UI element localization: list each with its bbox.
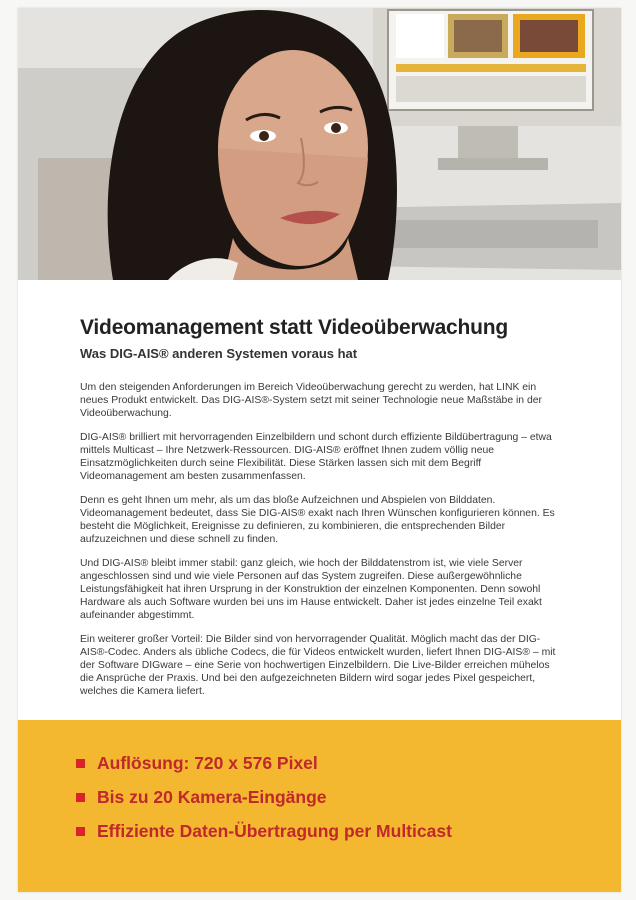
- paragraph-stability: Und DIG-AIS® bleibt immer stabil: ganz gleich, wie hoch der Bilddatenstrom ist, wie viele Server angeschlossen sind und wie viele Personen auf das System zugreifen. Diese außergewöhnliche Leistungsfähigkeit hat ihren Ursprung in der Konstruktion der einzelnen Komponenten. Denn sowohl Hardware als auch Software wurden bei uns im Hause entwickelt. Daher ist jedes einzelne Teil exakt aufeinander abgestimmt.: [80, 558, 542, 621]
- woman-at-computer-illustration: [18, 8, 621, 280]
- paragraph-videomanagement: Denn es geht Ihnen um mehr, als um das bloße Aufzeichnen und Abspielen von Bilddaten. Videomanagement bedeutet, dass Sie DIG-AIS® exakt nach Ihren Wünschen konfigurieren können. Es besteht die Möglichkeit, Ereignisse zu definieren, zu kombinieren, die entsprechenden Bilder aufzuzeichnen und diese schnell zu finden.: [80, 495, 555, 545]
- feature-camera-inputs: Bis zu 20 Kamera-Eingänge: [97, 786, 327, 807]
- feature-item: [76, 780, 452, 814]
- page-subtitle: Was DIG-AIS® anderen Systemen voraus hat: [80, 346, 358, 361]
- paragraph-quality: Ein weiterer großer Vorteil: Die Bilder sind von hervorragender Qualität. Möglich macht das der DIG-AIS®-Codec. Anders als übliche Codecs, die für Videos entwickelt wurden, liefert Ihnen DIG-AIS® – mit der Software DIGware – eine Serie von hochwertigen Einzelbildern. Die Live-Bilder erreichen mühelos die Ansprüche der Praxis. Und bei den aufgezeichneten Bildern wird sogar jedes Pixel gespeichert, welches die Kamera liefert.: [80, 634, 556, 697]
- feature-resolution: Auflösung: 720 x 576 Pixel: [97, 752, 318, 773]
- feature-item: [76, 746, 452, 780]
- article-body: [80, 381, 562, 698]
- brochure-page: [18, 8, 621, 892]
- red-square-bullet-icon: [76, 827, 85, 836]
- feature-item: [76, 814, 452, 848]
- paragraph-intro: Um den steigenden Anforderungen im Bereich Videoüberwachung gerecht zu werden, hat LINK ein neues Produkt entwickelt. Das DIG-AIS®-System setzt mit seiner Technologie neue Maßstäbe in der Videoüberwachung.: [80, 382, 542, 419]
- feature-multicast: Effiziente Daten-Übertragung per Multicast: [97, 820, 452, 841]
- red-square-bullet-icon: [76, 793, 85, 802]
- page-title: Videomanagement statt Videoüberwachung: [80, 316, 509, 339]
- paragraph-multicast: DIG-AIS® brilliert mit hervorragenden Einzelbildern und schont durch effiziente Bildübertragung – etwa mittels Multicast – Ihre Netzwerk-Ressourcen. DIG-AIS® eröffnet Ihnen zudem völlig neue Einsatzmöglichkeiten durch seine Flexibilität. Diese Stärken lassen sich mit dem Begriff Videomanagement am besten zusammenfassen.: [80, 432, 552, 482]
- feature-box: [18, 720, 621, 892]
- main-article: [80, 316, 562, 709]
- feature-list: [76, 746, 452, 848]
- red-square-bullet-icon: [76, 759, 85, 768]
- hero-photo: [18, 8, 621, 280]
